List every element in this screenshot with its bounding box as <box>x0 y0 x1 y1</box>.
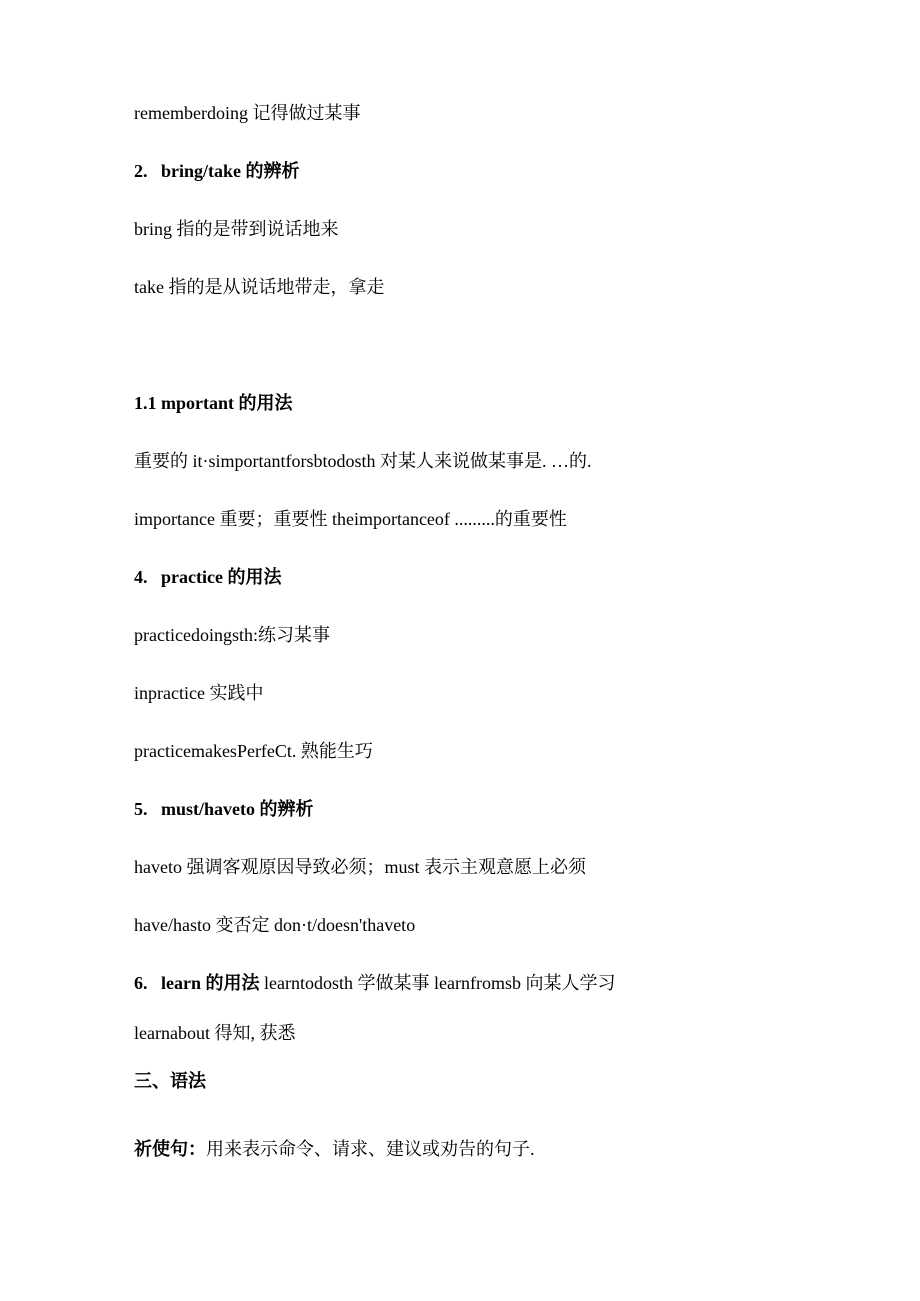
text-line: practicedoingsth:练习某事 <box>134 625 330 645</box>
text-line: inpractice 实践中 <box>134 683 264 703</box>
text-line: practicemakesPerfeCt. 熟能生巧 <box>134 741 373 761</box>
definition-line <box>134 1137 535 1161</box>
heading-number: 4. <box>134 567 148 587</box>
text-line: learnabout 得知, 获悉 <box>134 1023 296 1043</box>
section-heading <box>134 159 300 183</box>
section-heading <box>134 971 615 995</box>
heading-continuation: learntodosth 学做某事 learnfromsb 向某人学习 <box>264 973 616 993</box>
heading-text: mportant 的用法 <box>161 393 293 413</box>
text-line: haveto 强调客观原因导致必须；must 表示主观意愿上必须 <box>134 857 586 877</box>
text-line: bring 指的是带到说话地来 <box>134 219 339 239</box>
section-heading <box>134 565 281 589</box>
heading-text: practice 的用法 <box>161 567 282 587</box>
text-line: rememberdoing 记得做过某事 <box>134 103 361 123</box>
section-heading <box>134 391 293 415</box>
chapter-heading: 三、语法 <box>134 1071 206 1091</box>
text-line: importance 重要；重要性 theimportanceof .........的重要性 <box>134 509 567 529</box>
section-heading <box>134 797 314 821</box>
heading-number: 1.1 <box>134 393 157 413</box>
definition-term: 祈使句： <box>134 1139 206 1159</box>
definition-text: 用来表示命令、请求、建议或劝告的句子. <box>206 1139 535 1159</box>
heading-number: 5. <box>134 799 148 819</box>
heading-text: bring/take 的辨析 <box>161 161 300 181</box>
heading-text: learn 的用法 <box>161 973 260 993</box>
text-line: have/hasto 变否定 don·t/doesn'thaveto <box>134 915 416 935</box>
heading-text: must/haveto 的辨析 <box>161 799 314 819</box>
heading-number: 6. <box>134 973 148 993</box>
text-line: 重要的 it·simportantforsbtodosth 对某人来说做某事是. …的. <box>134 451 592 471</box>
text-line: take 指的是从说话地带走，拿走 <box>134 277 385 297</box>
heading-number: 2. <box>134 161 148 181</box>
